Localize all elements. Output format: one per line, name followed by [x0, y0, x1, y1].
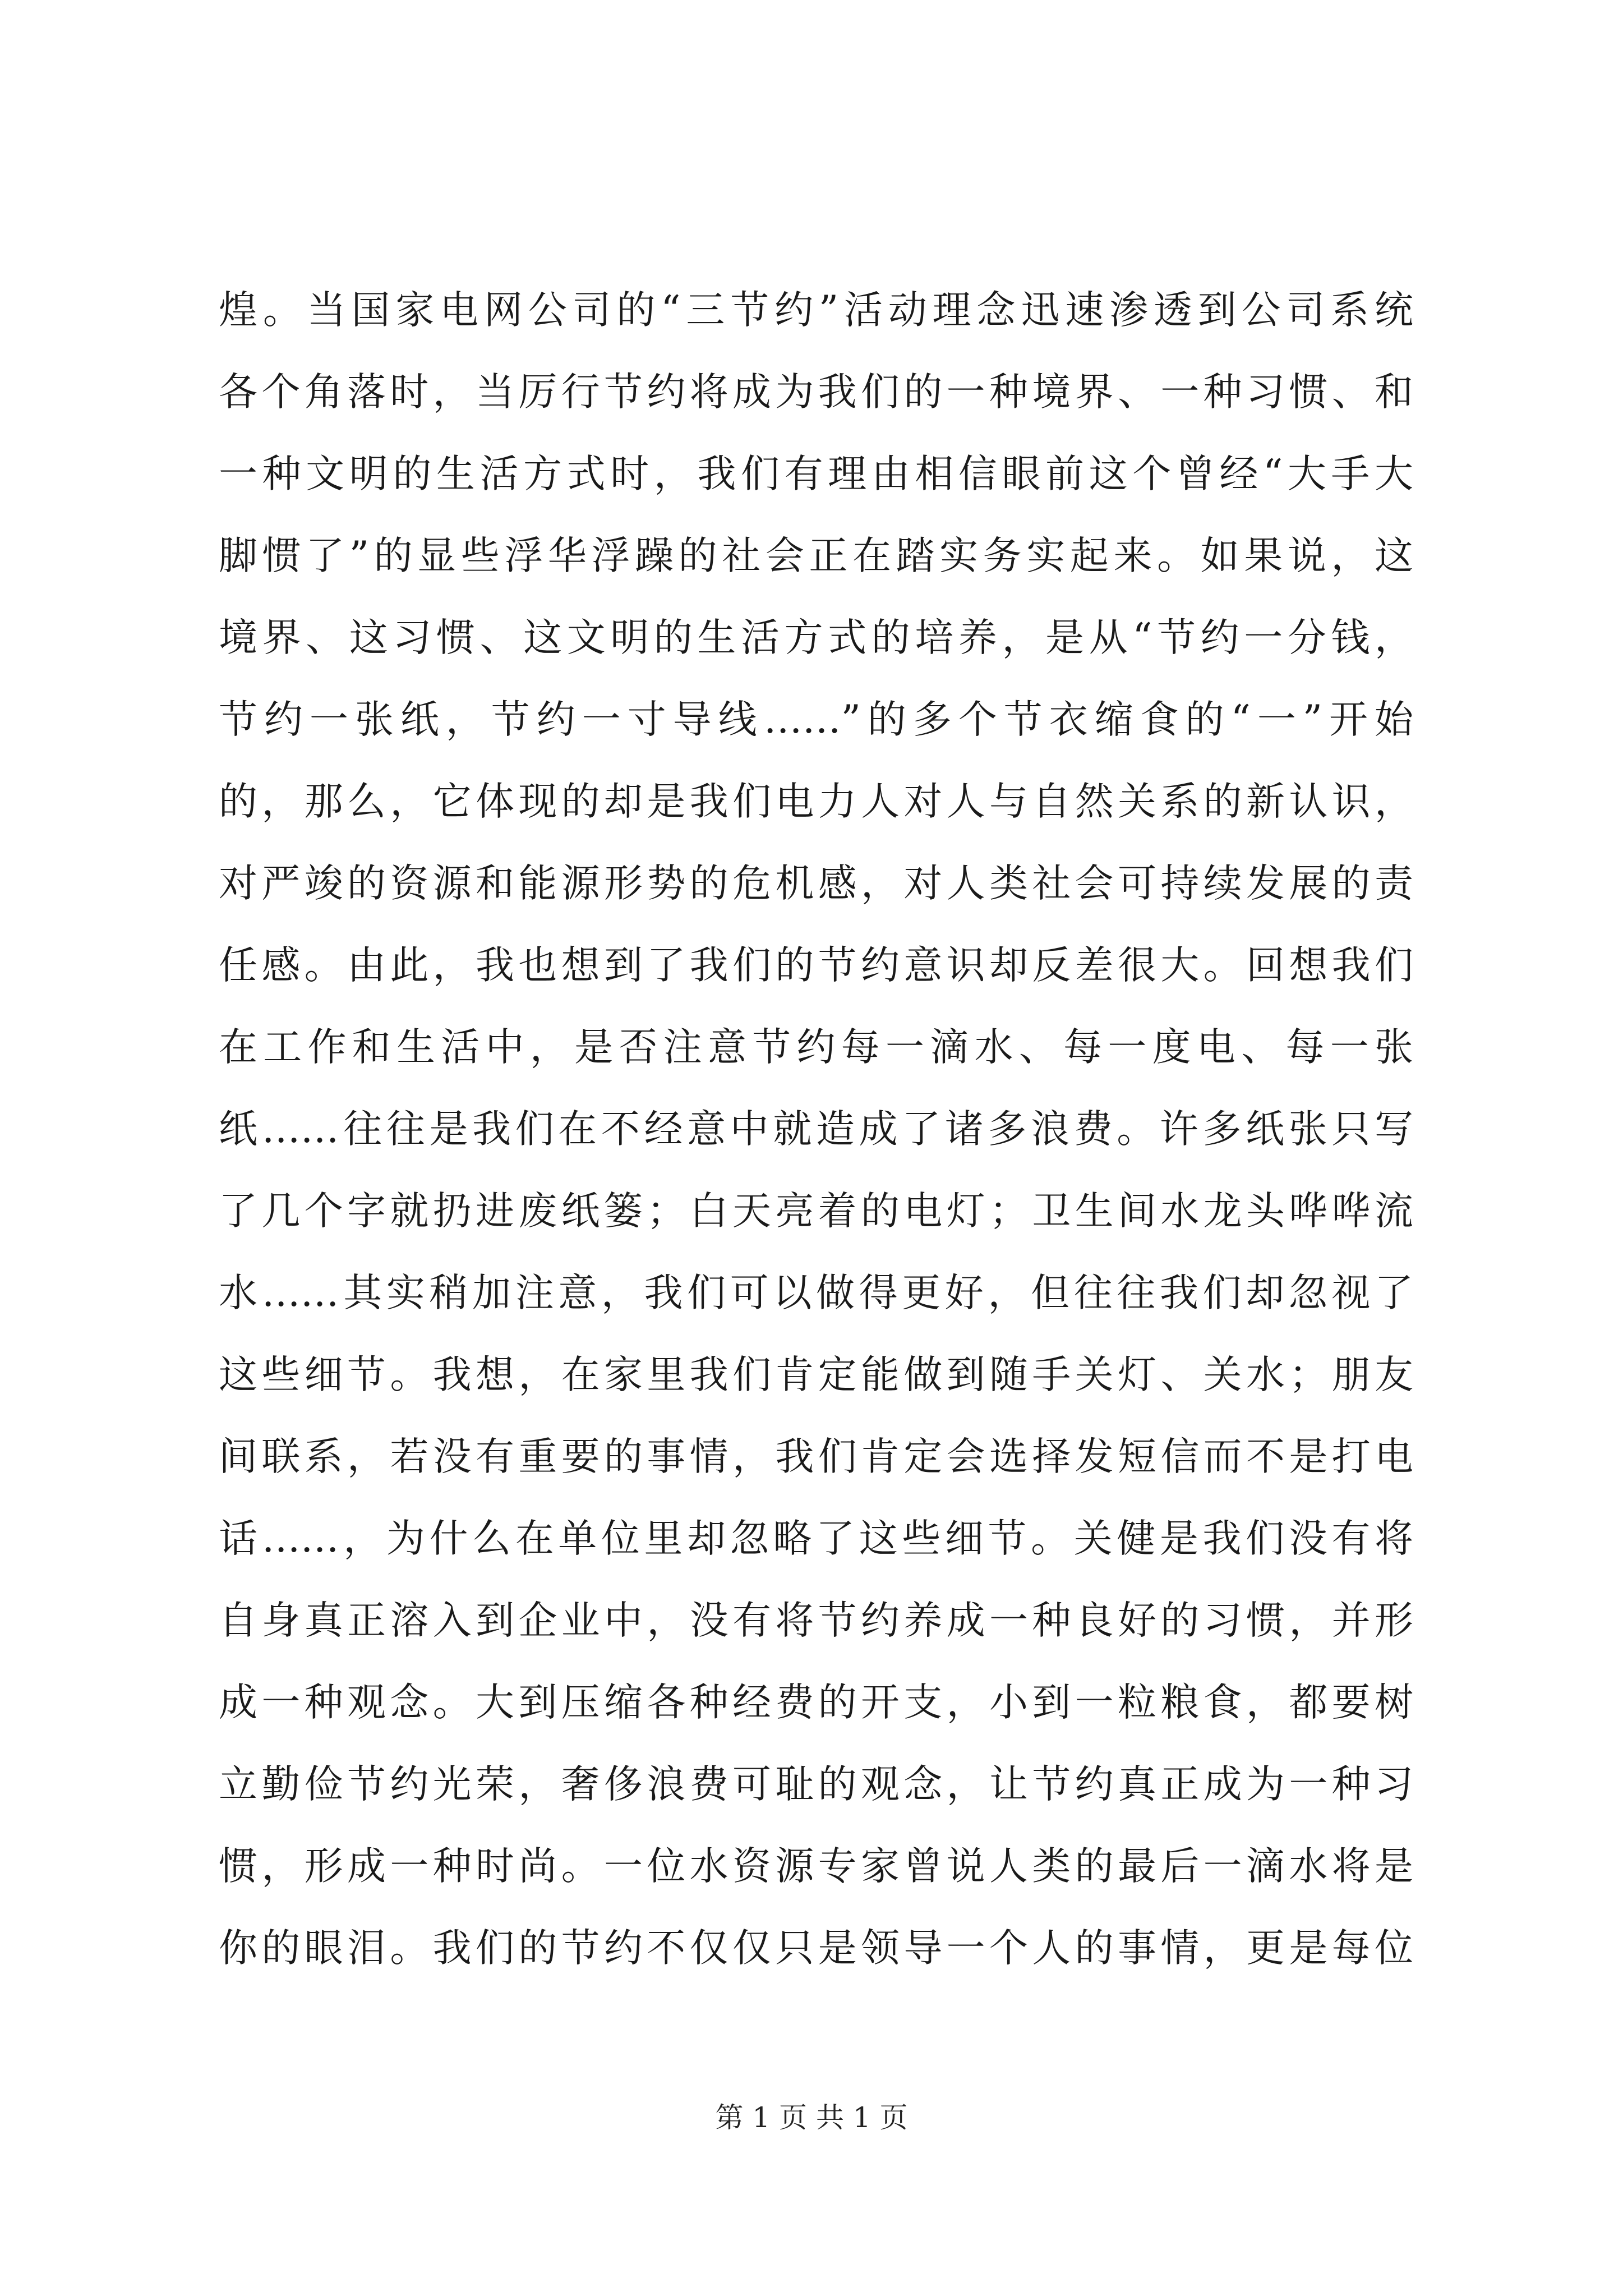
- text-line: 各个角落时，当厉行节约将成为我们的一种境界、一种习惯、和: [219, 370, 1413, 415]
- text-line: 在工作和生活中，是否注意节约每一滴水、每一度电、每一张: [219, 1025, 1413, 1070]
- text-line: 任感。由此，我也想到了我们的节约意识却反差很大。回想我们: [219, 943, 1413, 988]
- text-line: 惯，形成一种时尚。一位水资源专家曾说人类的最后一滴水将是: [219, 1844, 1413, 1889]
- text-line: 成一种观念。大到压缩各种经费的开支，小到一粒粮食，都要树: [219, 1680, 1413, 1725]
- text-line: 纸……往往是我们在不经意中就造成了诸多浪费。许多纸张只写: [219, 1107, 1413, 1152]
- text-line: 水……其实稍加注意，我们可以做得更好，但往往我们却忽视了: [219, 1271, 1413, 1315]
- text-line: 自身真正溶入到企业中，没有将节约养成一种良好的习惯，并形: [219, 1598, 1413, 1643]
- text-line: 一种文明的生活方式时，我们有理由相信眼前这个曾经“大手大: [219, 452, 1413, 496]
- text-line: 你的眼泪。我们的节约不仅仅只是领导一个人的事情，更是每位: [219, 1926, 1413, 1971]
- page-footer: 第 1 页 共 1 页: [715, 2101, 908, 2134]
- text-line: 话……，为什么在单位里却忽略了这些细节。关健是我们没有将: [219, 1516, 1413, 1561]
- text-line: 煌。当国家电网公司的“三节约”活动理念迅速渗透到公司系统: [219, 288, 1413, 333]
- text-line: 这些细节。我想，在家里我们肯定能做到随手关灯、关水；朋友: [219, 1352, 1413, 1397]
- text-line: 的，那么，它体现的却是我们电力人对人与自然关系的新认识，: [219, 779, 1413, 824]
- text-line: 立勤俭节约光荣，奢侈浪费可耻的观念，让节约真正成为一种习: [219, 1762, 1413, 1807]
- document-body: [219, 269, 1413, 1989]
- text-line: 脚惯了”的显些浮华浮躁的社会正在踏实务实起来。如果说，这: [219, 533, 1413, 578]
- text-line: 节约一张纸，节约一寸导线……”的多个节衣缩食的“一”开始: [219, 697, 1413, 742]
- text-line: 了几个字就扔进废纸篓；白天亮着的电灯；卫生间水龙头哗哗流: [219, 1189, 1413, 1234]
- text-line: 对严竣的资源和能源形势的危机感，对人类社会可持续发展的责: [219, 861, 1413, 906]
- text-line: 境界、这习惯、这文明的生活方式的培养，是从“节约一分钱，: [219, 615, 1413, 660]
- text-line: 间联系，若没有重要的事情，我们肯定会选择发短信而不是打电: [219, 1434, 1413, 1479]
